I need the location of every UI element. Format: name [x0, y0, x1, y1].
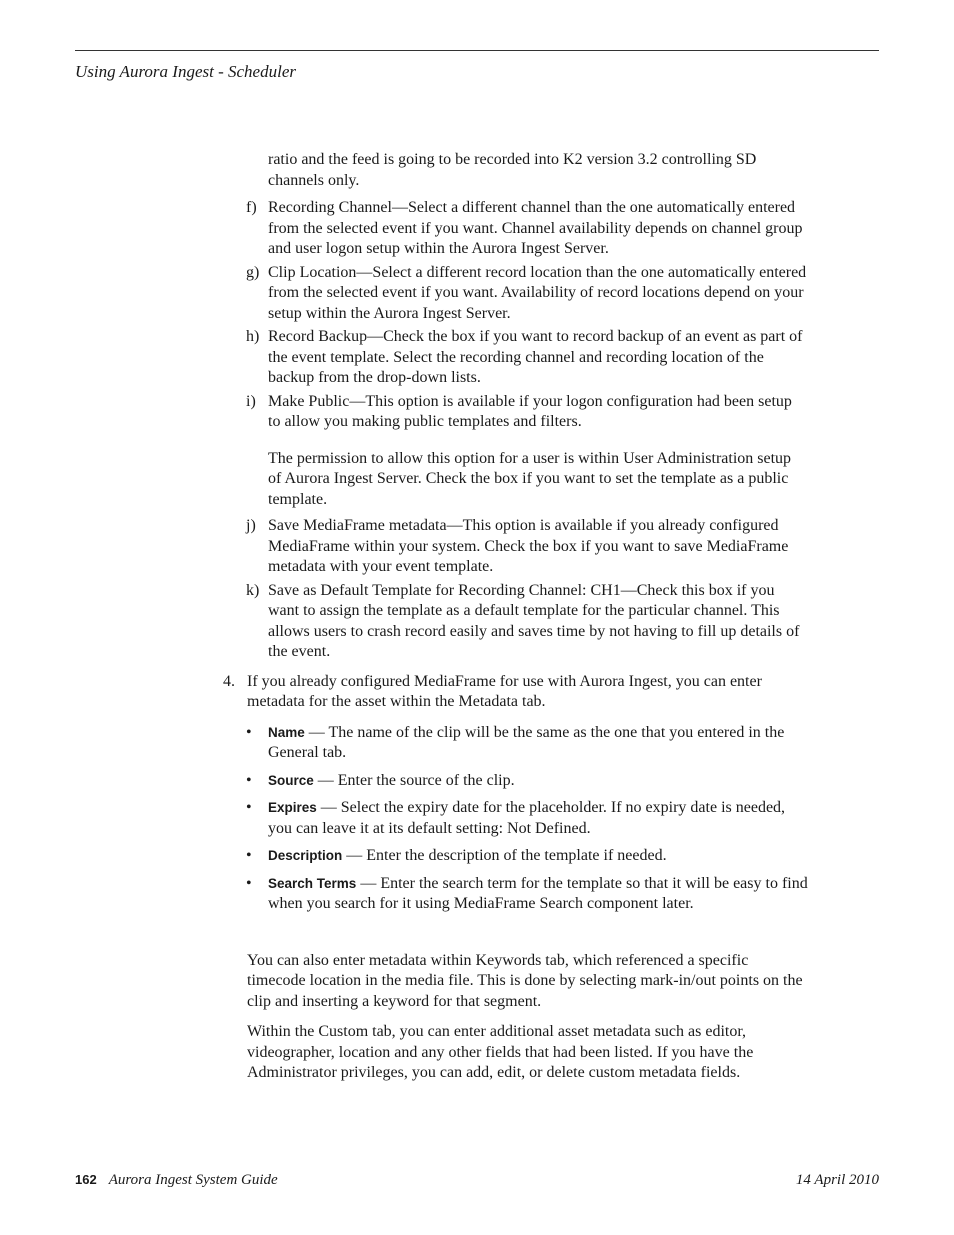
- list-item-g: [246, 263, 808, 325]
- bullet-source: [246, 771, 808, 792]
- bullet-dot: •: [246, 771, 252, 789]
- list-item-text: Record Backup—Check the box if you want to record backup of an event as part of the event template. Select the recording channel and recording location of the backup from the drop-down lists.: [268, 328, 803, 386]
- list-marker: k): [246, 581, 260, 599]
- bullet-dot: •: [246, 847, 252, 864]
- bullet-dot: •: [246, 723, 252, 741]
- list-marker: h): [246, 328, 260, 345]
- list-marker: j): [246, 517, 256, 534]
- paragraph-keywords: You can also enter metadata within Keywords tab, which referenced a specific timecode location in the media file. This is done by selecting mark-in/out points on the clip and inserting a keyword for that segment.: [247, 951, 803, 1010]
- field-description: — Enter the source of the clip.: [313, 771, 515, 789]
- list-item-j: [246, 516, 808, 578]
- bullet-dot: •: [246, 874, 252, 892]
- footer-left: [75, 1172, 278, 1189]
- list-item-i: [246, 392, 808, 433]
- item-i-note: The permission to allow this option for a user is within User Administration setup of Aurora Ingest Server. Check the box if you want to set the template as a public template.: [268, 449, 792, 508]
- field-term: Expires: [268, 800, 317, 815]
- bullet-name: [246, 723, 808, 764]
- header-rule: [75, 50, 879, 51]
- running-header: Using Aurora Ingest - Scheduler: [75, 62, 296, 81]
- field-term: Name: [268, 724, 305, 740]
- field-term: Search Terms: [268, 875, 357, 891]
- field-term: Source: [268, 772, 314, 788]
- list-marker: g): [246, 263, 260, 281]
- step-number: 4.: [223, 672, 235, 690]
- list-marker: f): [246, 199, 257, 216]
- field-description: — The name of the clip will be the same as the one that you entered in the General tab.: [268, 723, 785, 761]
- paragraph-custom: Within the Custom tab, you can enter additional asset metadata such as editor, videographer, location and any other fields that had been listed. If you have the Administrator privileges, you can add, edit, or delete custom metadata fields.: [247, 1023, 754, 1081]
- list-item-f: [246, 198, 808, 260]
- field-description: — Enter the search term for the template so that it will be easy to find when you search for it using MediaFrame Search component later.: [268, 874, 808, 912]
- footer-date: 14 April 2010: [795, 1172, 879, 1188]
- field-description: — Select the expiry date for the placeholder. If no expiry date is needed, you can leave it at its default setting: Not Defined.: [268, 799, 786, 837]
- list-item-text: Recording Channel—Select a different channel than the one automatically entered from the selected event if you want. Channel availability depends on channel group and user logon setup within the Aurora Ingest Server.: [268, 199, 803, 257]
- page-body: [0, 150, 954, 1084]
- bullet-dot: •: [246, 799, 252, 816]
- step-4: [223, 672, 807, 713]
- list-marker: i): [246, 392, 256, 410]
- field-term: Description: [268, 848, 343, 863]
- guide-title: Aurora Ingest System Guide: [108, 1172, 278, 1188]
- continuation-text: ratio and the feed is going to be recorded into K2 version 3.2 controlling SD channels only.: [268, 151, 757, 189]
- step-text: If you already configured MediaFrame for use with Aurora Ingest, you can enter metadata for the asset within the Metadata tab.: [247, 672, 762, 710]
- list-item-k: [246, 581, 808, 663]
- field-description: — Enter the description of the template if needed.: [342, 847, 667, 864]
- bullet-description: [246, 846, 808, 867]
- list-item-text: Save as Default Template for Recording Channel: CH1—Check this box if you want to assign the template as a default template for the particular channel. This allows users to crash record easily and saves time by not having to fill up details of the event.: [268, 581, 800, 660]
- list-item-h: [246, 327, 808, 389]
- bullet-expires: [246, 798, 808, 839]
- bullet-search-terms: [246, 874, 808, 915]
- page-number: 162: [75, 1172, 97, 1187]
- list-item-text: Save MediaFrame metadata—This option is available if you already configured MediaFrame within your system. Check the box if you want to save MediaFrame metadata with your event template.: [268, 517, 789, 575]
- list-item-text: Clip Location—Select a different record location than the one automatically entered from the selected event if you want. Availability of record locations depend on your setup within the Aurora Ingest Server.: [268, 263, 807, 322]
- list-item-text: Make Public—This option is available if your logon configuration had been setup to allow you making public templates and filters.: [268, 392, 792, 430]
